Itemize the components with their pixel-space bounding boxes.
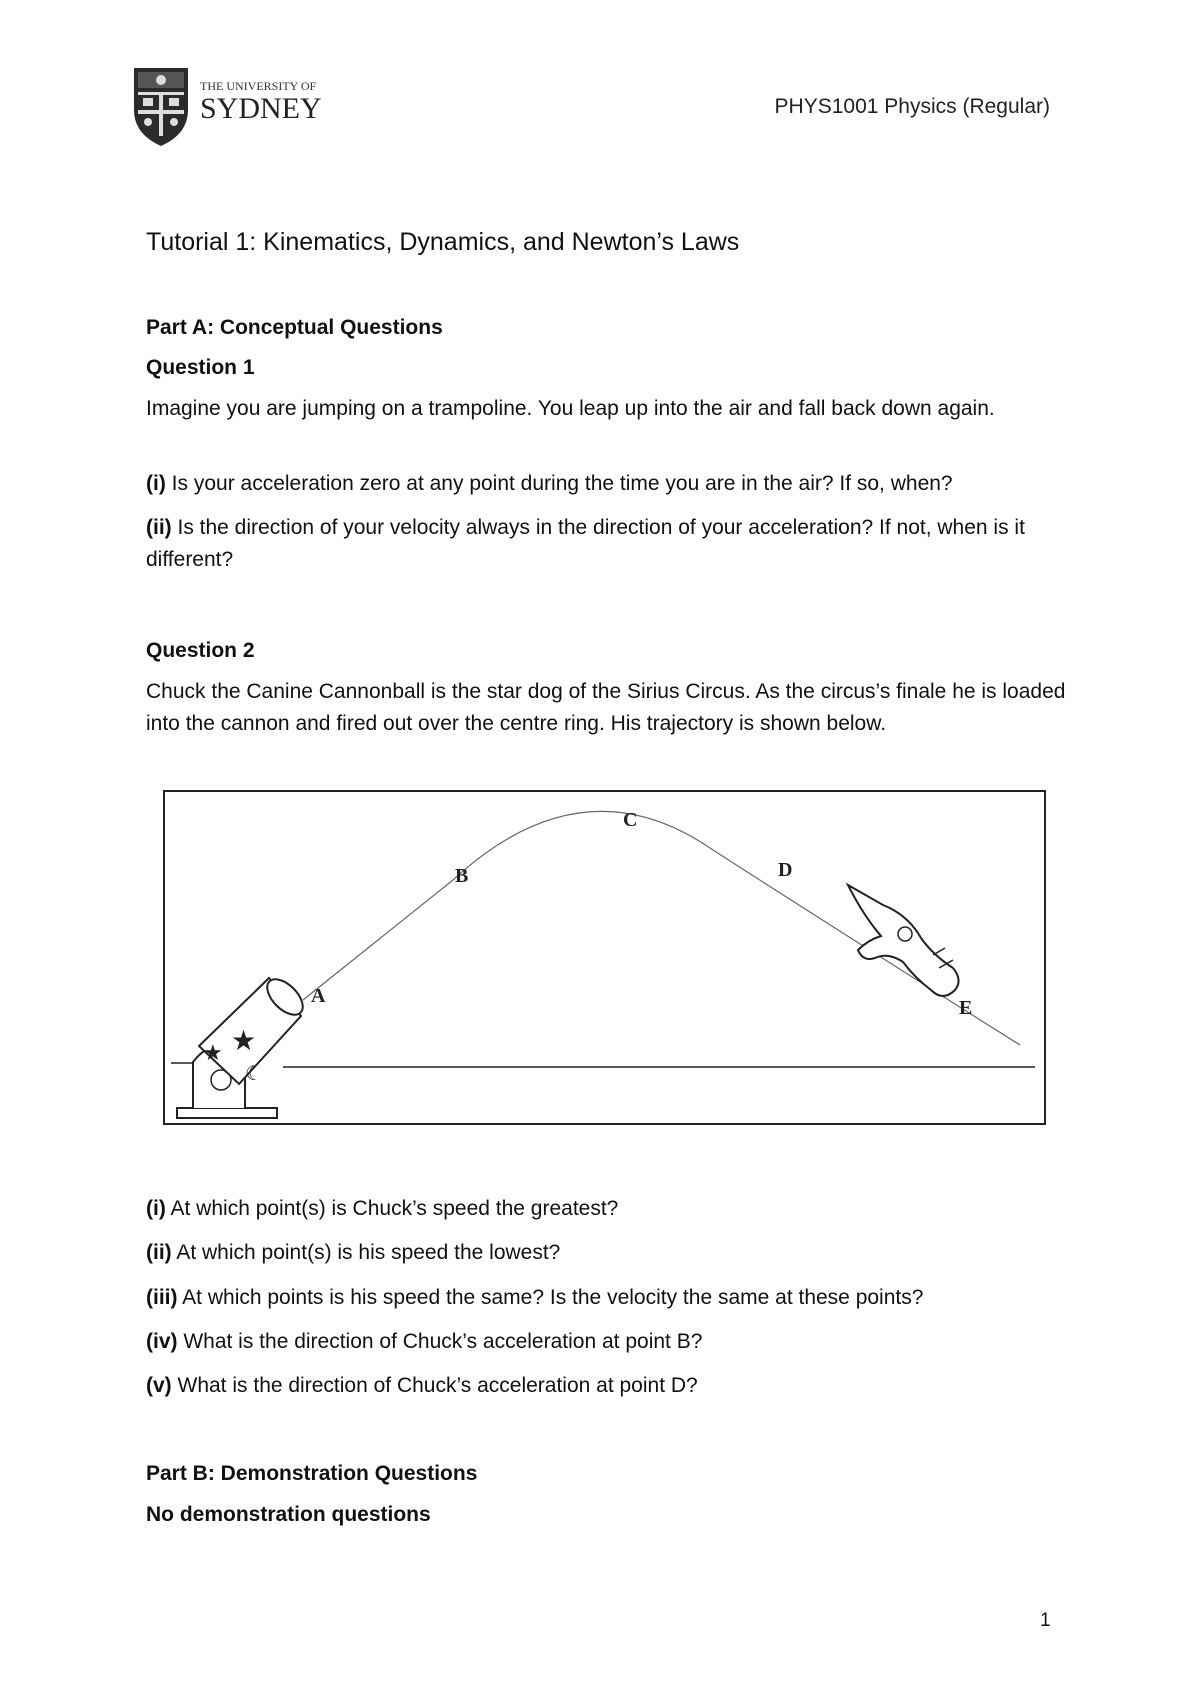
question-2-heading: Question 2 [146,639,255,662]
page-title: Tutorial 1: Kinematics, Dynamics, and Newton’s Laws [146,228,740,256]
point-d-label: D [778,859,793,881]
point-e-label: E [959,997,973,1019]
item-label: (ii) [146,1241,172,1264]
question-1-intro: Imagine you are jumping on a trampoline. You leap up into the air and fall back down again. [146,397,995,420]
item-text: At which points is his speed the same? Is the velocity the same at these points? [177,1286,924,1309]
question-2-item [146,1237,1076,1269]
trajectory-figure [163,790,1046,1125]
item-text: Is the direction of your velocity always in the direction of your acceleration? If not, when is it different? [146,516,1025,571]
item-text: At which point(s) is Chuck’s speed the greatest? [165,1197,619,1220]
item-label: (iv) [146,1330,178,1353]
question-2-item [146,1326,1076,1358]
question-1-item [146,468,1076,500]
item-text: What is the direction of Chuck’s acceleration at point B? [177,1330,703,1353]
question-2-item [146,1282,1076,1314]
item-label: (i) [146,472,166,495]
svg-text:☾: ☾ [245,1061,263,1085]
question-2-intro: Chuck the Canine Cannonball is the star dog of the Sirius Circus. As the circus’s finale he is loaded into the cannon and fired out over the centre ring. His trajectory is shown below. [146,680,1066,735]
course-name: PHYS1001 Physics (Regular) [774,95,1050,118]
point-a-label: A [311,985,326,1007]
item-text: At which point(s) is his speed the lowest? [171,1241,561,1264]
part-b-heading: Part B: Demonstration Questions [146,1462,478,1485]
svg-text:★: ★ [231,1024,257,1057]
question-1-heading: Question 1 [146,356,255,379]
question-1-item [146,512,1076,576]
logo-text-top: THE UNIVERSITY OF [200,79,317,93]
point-b-label: B [455,865,469,887]
item-text: Is your acceleration zero at any point during the time you are in the air? If so, when? [165,472,953,495]
item-text: What is the direction of Chuck’s acceleration at point D? [171,1374,698,1397]
part-b-note: No demonstration questions [146,1503,431,1526]
item-label: (i) [146,1197,166,1220]
point-c-label: C [623,809,638,831]
item-label: (ii) [146,516,172,539]
question-2-item [146,1370,1076,1402]
university-logo [128,62,348,152]
part-a-heading: Part A: Conceptual Questions [146,316,443,339]
question-2-item [146,1193,1076,1225]
logo-text-main: SYDNEY [200,92,322,125]
item-label: (iii) [146,1286,178,1309]
page-number: 1 [1040,1610,1051,1631]
item-label: (v) [146,1374,172,1397]
svg-text:★: ★ [203,1041,223,1066]
crest-icon [134,68,188,146]
